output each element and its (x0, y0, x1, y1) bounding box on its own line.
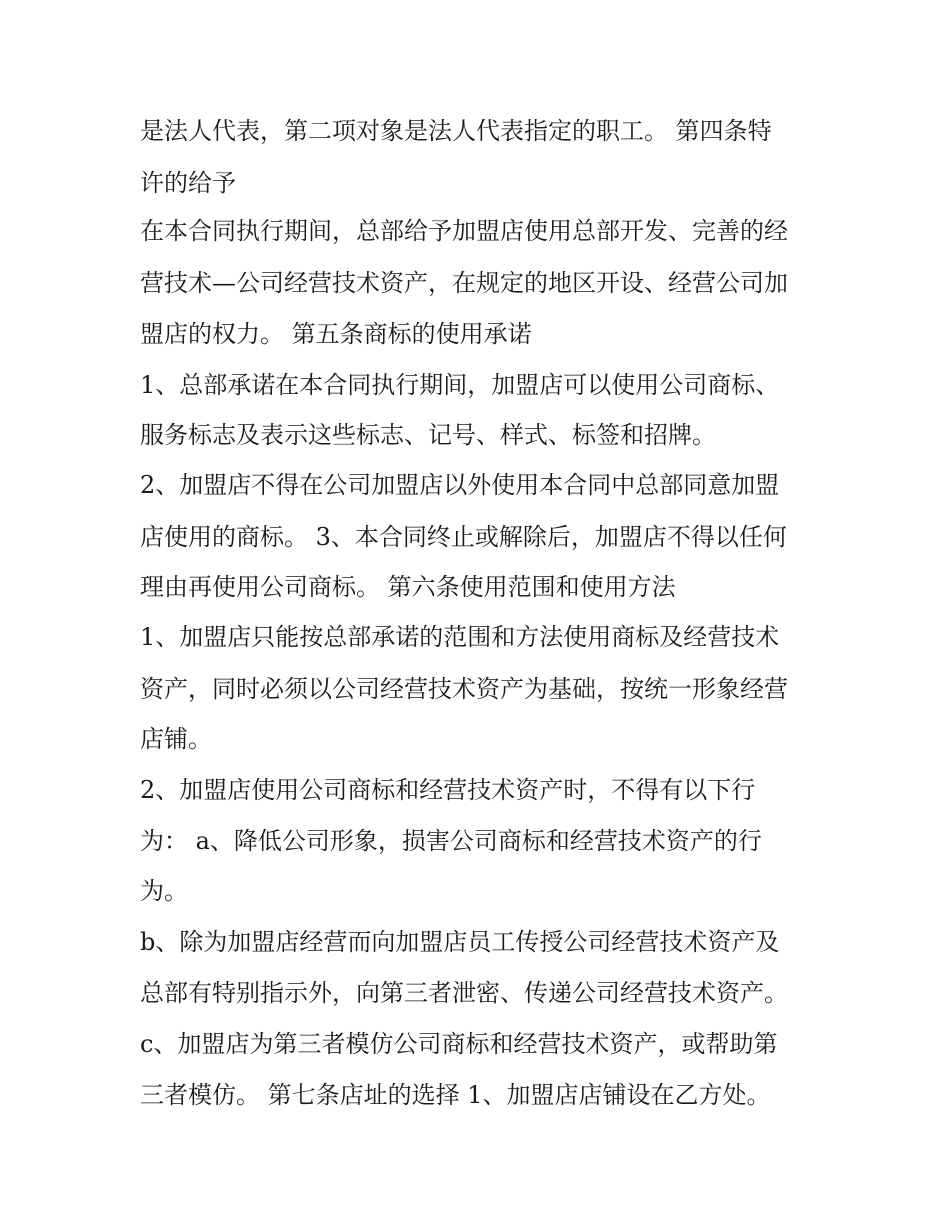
text-line: 服务标志及表示这些标志、记号、样式、标签和招牌。 (140, 421, 716, 449)
text-line: 店使用的商标。 3、本合同终止或解除后，加盟店不得以任何 (140, 523, 787, 551)
text-line: 2、加盟店不得在公司加盟店以外使用本合同中总部同意加盟 (140, 471, 780, 499)
text-line: c、加盟店为第三者模仿公司商标和经营技术资产，或帮助第 (140, 1030, 778, 1058)
text-line: 为。 (140, 877, 188, 905)
text-line: 店铺。 (140, 725, 212, 753)
text-line: 总部有特别指示外，向第三者泄密、传递公司经营技术资产。 (140, 979, 788, 1007)
text-line: 资产，同时必须以公司经营技术资产为基础，按统一形象经营 (140, 675, 788, 703)
text-line: 三者模仿。 第七条店址的选择 1、加盟店店铺设在乙方处。 (140, 1081, 771, 1109)
text-line: 在本合同执行期间，总部给予加盟店使用总部开发、完善的经 (140, 217, 788, 245)
text-line: b、除为加盟店经营而向加盟店员工传授公司经营技术资产及 (140, 928, 780, 956)
text-line: 营技术—公司经营技术资产，在规定的地区开设、经营公司加 (140, 269, 788, 297)
text-line: 1、总部承诺在本合同执行期间，加盟店可以使用公司商标、 (140, 371, 780, 399)
text-line: 2、加盟店使用公司商标和经营技术资产时，不得有以下行 (140, 776, 756, 804)
text-line: 理由再使用公司商标。 第六条使用范围和使用方法 (140, 573, 676, 601)
text-line: 盟店的权力。 第五条商标的使用承诺 (140, 320, 532, 348)
text-line: 1、加盟店只能按总部承诺的范围和方法使用商标及经营技术 (140, 623, 780, 651)
text-line: 许的给予 (140, 169, 236, 197)
text-line: 是法人代表，第二项对象是法人代表指定的职工。 第四条特 (140, 117, 772, 145)
text-line: 为： a、降低公司形象，损害公司商标和经营技术资产的行 (140, 827, 762, 855)
